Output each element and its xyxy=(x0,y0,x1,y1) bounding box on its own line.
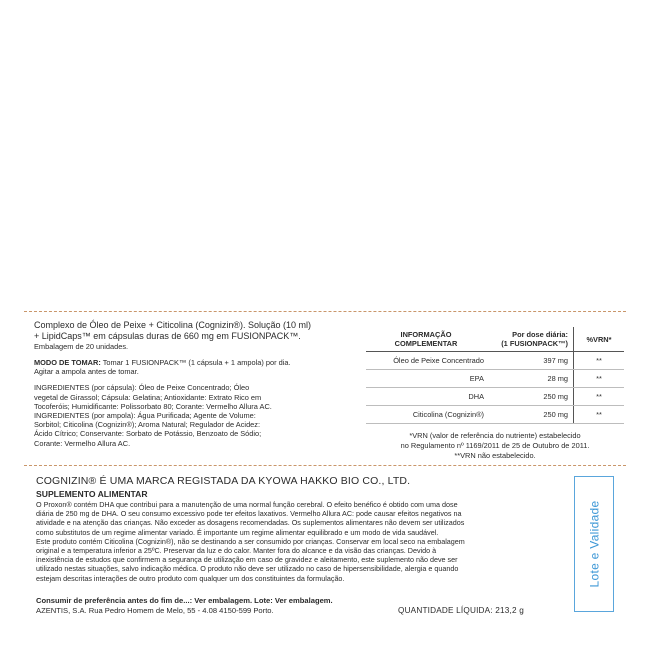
body-line: atividade e na atenção das crianças. Não exceder as dosagens recomendadas. Os suplementos alimentares não devem ser utilizados xyxy=(36,518,465,528)
dosage-line xyxy=(34,358,354,367)
nutrition-table xyxy=(366,327,624,461)
row-name: Óleo de Peixe Concentrado xyxy=(393,356,484,365)
header-info xyxy=(366,327,486,351)
net-quantity: QUANTIDADE LÍQUIDA: 213,2 g xyxy=(398,606,524,615)
dosage-line-2: Agitar a ampola antes de tomar. xyxy=(34,367,139,377)
lower-section xyxy=(36,475,564,583)
ingredients-line-4: INGREDIENTES (por ampola): Água Purificada; Agente de Volume: xyxy=(34,411,256,421)
row-value: 250 mg xyxy=(486,388,574,405)
brand-notice: COGNIZIN® É UMA MARCA REGISTADA DA KYOWA HAKKO BIO CO., LTD. xyxy=(36,475,411,487)
header-info-line-2: COMPLEMENTAR xyxy=(394,339,458,348)
ingredients-line-1: INGREDIENTES (por cápsula): Óleo de Peixe Concentrado; Óleo xyxy=(34,383,250,393)
table-row xyxy=(366,370,624,388)
row-vrn: ** xyxy=(596,356,602,365)
table-row xyxy=(366,352,624,370)
supplement-title: SUPLEMENTO ALIMENTAR xyxy=(36,489,148,499)
intro-section xyxy=(34,320,354,448)
body-line: utilizado nestas situações, salvo indicação médica. O produto não deve ser utilizado no caso de hipersensibilidade, alergia e quando xyxy=(36,564,459,574)
intro-line-3: Embalagem de 20 unidades. xyxy=(34,342,129,351)
footnote-line-1: *VRN (valor de referência do nutriente) estabelecido xyxy=(409,431,581,440)
lot-expiry-label: Lote e Validade xyxy=(587,500,602,588)
row-value: 397 mg xyxy=(486,352,574,369)
top-dashed-separator xyxy=(24,311,626,312)
lot-expiry-box xyxy=(574,476,614,612)
body-line: inexistência de estudos que confirmem a segurança de utilização em caso de gravidez e aleitamento, este suplemento não deve ser xyxy=(36,555,458,565)
ingredients-line-5: Sorbitol; Citicolina (Cognizin®); Aroma Natural; Regulador de Acidez: xyxy=(34,420,261,430)
footnote-line-3: **VRN não estabelecido. xyxy=(454,451,536,460)
header-vrn: %VRN* xyxy=(586,334,612,344)
row-name: Citicolina (Cognizin®) xyxy=(412,410,484,419)
header-info-line-1: INFORMAÇÃO xyxy=(400,330,452,339)
middle-dashed-separator xyxy=(24,465,626,466)
dosage-text: Tomar 1 FUSIONPACK™ (1 cápsula + 1 ampola) por dia. xyxy=(100,358,291,367)
ingredients-line-2: vegetal de Girassol; Cápsula: Gelatina; Antioxidante: Extrato Rico em xyxy=(34,392,262,402)
table-row xyxy=(366,388,624,406)
row-vrn: ** xyxy=(596,410,602,419)
header-dose-line-2: (1 FUSIONPACK™) xyxy=(501,339,568,348)
footnote-line-2: no Regulamento nº 1169/2011 de 25 de Outubro de 2011. xyxy=(400,441,590,450)
body-line: estejam descritas interações de outro produto com qualquer um dos constituintes da formulação. xyxy=(36,573,345,583)
row-name: DHA xyxy=(468,392,484,401)
header-dose xyxy=(486,327,574,351)
header-dose-line-1: Por dose diária: xyxy=(512,330,568,339)
ingredients-line-6: Ácido Cítrico; Conservante: Sorbato de Potássio, Benzoato de Sódio; xyxy=(34,429,262,439)
nutrition-table-header xyxy=(366,327,624,352)
row-value: 28 mg xyxy=(486,370,574,387)
body-line: O Proxon® contém DHA que contribui para a manutenção de uma normal função cerebral. O efeito benéfico é obtido com uma dose xyxy=(36,500,458,509)
body-line: Este produto contém Citicolina (Cognizin®), não se destinando a ser consumido por crianças. Conservar em local seco na embalagem xyxy=(36,536,465,546)
consume-by-line: Consumir de preferência antes do fim de...: Ver embalagem. Lote: Ver embalagem. xyxy=(36,596,333,605)
address-line: AZENTIS, S.A. Rua Pedro Homem de Melo, 55 - 4.08 4150-599 Porto. xyxy=(36,606,274,615)
body-line: como substitutos de um regime alimentar variado. É importante um regime alimentar equilibrado e um modo de vida saudável. xyxy=(36,527,439,537)
body-line: diária de 250 mg de DHA. O seu consumo excessivo pode ter efeitos laxativos. Vermelho Allura AC: pode causar efeitos negativos na xyxy=(36,509,462,519)
table-footnote xyxy=(366,431,624,461)
ingredients-line-7: Corante: Vermelho Allura AC. xyxy=(34,438,131,448)
row-value: 250 mg xyxy=(486,406,574,423)
row-name: EPA xyxy=(469,374,484,383)
row-vrn: ** xyxy=(596,392,602,401)
intro-line-2: + LipidCaps™ em cápsulas duras de 660 mg em FUSIONPACK™. xyxy=(34,331,301,341)
table-row xyxy=(366,406,624,424)
intro-line-1: Complexo de Óleo de Peixe + Citicolina (Cognizin®). Solução (10 ml) xyxy=(34,320,312,330)
ingredients-line-3: Tocoferóis; Humidificante: Polissorbato 80; Corante: Vermelho Allura AC. xyxy=(34,401,272,411)
row-vrn: ** xyxy=(596,374,602,383)
body-line: original e a temperatura inferior a 25ºC. Preservar da luz e do calor. Manter fora do alcance e da visão das crianças. Devido à xyxy=(36,546,437,556)
dosage-label: MODO DE TOMAR: xyxy=(34,358,101,367)
